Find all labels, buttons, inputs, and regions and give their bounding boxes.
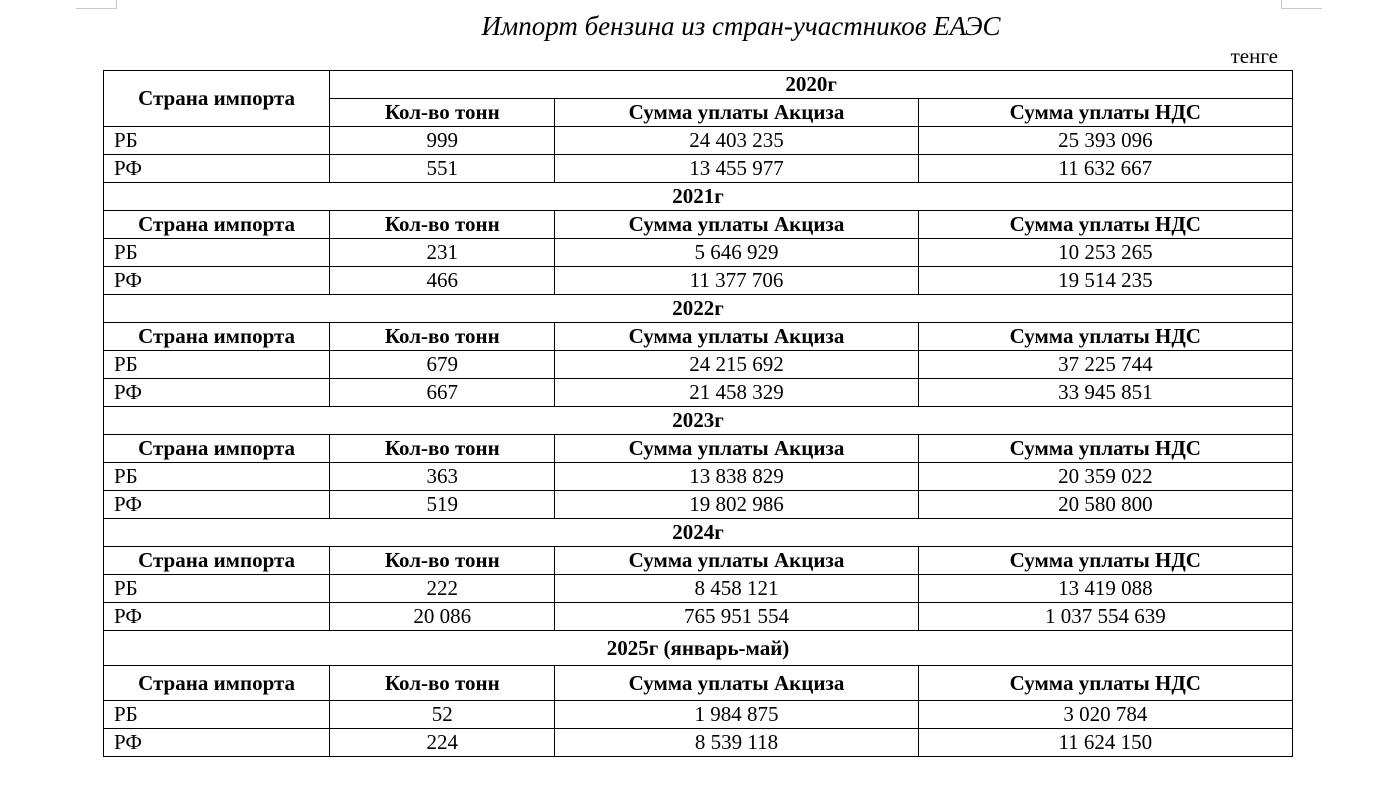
excise-cell: 8 458 121 bbox=[555, 575, 918, 603]
country-cell: РБ bbox=[104, 463, 330, 491]
header-tons-2024: Кол-во тонн bbox=[330, 547, 555, 575]
header-country-2020: Страна импорта bbox=[104, 71, 330, 127]
petrol-import-table bbox=[103, 70, 1293, 757]
country-cell: РБ bbox=[104, 239, 330, 267]
header-vat-2025: Сумма уплаты НДС bbox=[918, 666, 1292, 701]
country-cell: РФ bbox=[104, 379, 330, 407]
country-cell: РФ bbox=[104, 603, 330, 631]
header-country-2021: Страна импорта bbox=[104, 211, 330, 239]
vat-cell: 1 037 554 639 bbox=[918, 603, 1292, 631]
year-label-2023: 2023г bbox=[104, 407, 1293, 435]
table-row bbox=[104, 463, 1293, 491]
table-row bbox=[104, 491, 1293, 519]
header-vat-2022: Сумма уплаты НДС bbox=[918, 323, 1292, 351]
year-label-2025: 2025г (январь-май) bbox=[104, 631, 1293, 666]
header-vat-2021: Сумма уплаты НДС bbox=[918, 211, 1292, 239]
excise-cell: 1 984 875 bbox=[555, 701, 918, 729]
year-label-2024: 2024г bbox=[104, 519, 1293, 547]
country-cell: РФ bbox=[104, 267, 330, 295]
vat-cell: 10 253 265 bbox=[918, 239, 1292, 267]
year-label-2021: 2021г bbox=[104, 183, 1293, 211]
year-row-2023 bbox=[104, 407, 1293, 435]
table-row bbox=[104, 351, 1293, 379]
header-tons-2023: Кол-во тонн bbox=[330, 435, 555, 463]
excise-cell: 11 377 706 bbox=[555, 267, 918, 295]
excise-cell: 765 951 554 bbox=[555, 603, 918, 631]
header-vat-2023: Сумма уплаты НДС bbox=[918, 435, 1292, 463]
tons-cell: 20 086 bbox=[330, 603, 555, 631]
country-cell: РБ bbox=[104, 351, 330, 379]
year-row-2022 bbox=[104, 295, 1293, 323]
table-row bbox=[104, 239, 1293, 267]
vat-cell: 11 624 150 bbox=[918, 729, 1292, 757]
document-title: Импорт бензина из стран-участников ЕАЭС bbox=[481, 11, 1001, 41]
year-row-2021 bbox=[104, 183, 1293, 211]
tons-cell: 466 bbox=[330, 267, 555, 295]
vat-cell: 33 945 851 bbox=[918, 379, 1292, 407]
excise-cell: 13 455 977 bbox=[555, 155, 918, 183]
tons-cell: 519 bbox=[330, 491, 555, 519]
header-excise-2021: Сумма уплаты Акциза bbox=[555, 211, 918, 239]
tons-cell: 224 bbox=[330, 729, 555, 757]
table-row bbox=[104, 603, 1293, 631]
header-excise-2020: Сумма уплаты Акциза bbox=[555, 99, 918, 127]
tons-cell: 363 bbox=[330, 463, 555, 491]
country-cell: РФ bbox=[104, 155, 330, 183]
table-row bbox=[104, 701, 1293, 729]
header-country-2025: Страна импорта bbox=[104, 666, 330, 701]
country-cell: РБ bbox=[104, 127, 330, 155]
excise-cell: 19 802 986 bbox=[555, 491, 918, 519]
vat-cell: 19 514 235 bbox=[918, 267, 1292, 295]
table-row bbox=[104, 379, 1293, 407]
header-row-2022 bbox=[104, 323, 1293, 351]
year-label-2022: 2022г bbox=[104, 295, 1293, 323]
excise-cell: 5 646 929 bbox=[555, 239, 918, 267]
currency-unit-label: тенге bbox=[1230, 44, 1278, 68]
header-vat-2020: Сумма уплаты НДС bbox=[918, 99, 1292, 127]
year-row-2024 bbox=[104, 519, 1293, 547]
excise-cell: 24 215 692 bbox=[555, 351, 918, 379]
header-excise-2025: Сумма уплаты Акциза bbox=[555, 666, 918, 701]
year-label-2020: 2020г bbox=[330, 71, 1293, 99]
header-row-2024 bbox=[104, 547, 1293, 575]
vat-cell: 3 020 784 bbox=[918, 701, 1292, 729]
vat-cell: 13 419 088 bbox=[918, 575, 1292, 603]
tons-cell: 52 bbox=[330, 701, 555, 729]
table-row bbox=[104, 155, 1293, 183]
vat-cell: 20 580 800 bbox=[918, 491, 1292, 519]
tons-cell: 231 bbox=[330, 239, 555, 267]
year-row-2025 bbox=[104, 631, 1293, 666]
country-cell: РФ bbox=[104, 729, 330, 757]
excise-cell: 24 403 235 bbox=[555, 127, 918, 155]
header-country-2022: Страна импорта bbox=[104, 323, 330, 351]
header-vat-2024: Сумма уплаты НДС bbox=[918, 547, 1292, 575]
tons-cell: 679 bbox=[330, 351, 555, 379]
header-tons-2022: Кол-во тонн bbox=[330, 323, 555, 351]
vat-cell: 25 393 096 bbox=[918, 127, 1292, 155]
excise-cell: 13 838 829 bbox=[555, 463, 918, 491]
header-tons-2025: Кол-во тонн bbox=[330, 666, 555, 701]
vat-cell: 20 359 022 bbox=[918, 463, 1292, 491]
table-row bbox=[104, 127, 1293, 155]
country-cell: РБ bbox=[104, 701, 330, 729]
table-row bbox=[104, 729, 1293, 757]
header-tons-2021: Кол-во тонн bbox=[330, 211, 555, 239]
header-row-2025 bbox=[104, 666, 1293, 701]
header-country-2024: Страна импорта bbox=[104, 547, 330, 575]
vat-cell: 11 632 667 bbox=[918, 155, 1292, 183]
header-tons-2020: Кол-во тонн bbox=[330, 99, 555, 127]
vat-cell: 37 225 744 bbox=[918, 351, 1292, 379]
header-excise-2022: Сумма уплаты Акциза bbox=[555, 323, 918, 351]
page-margin-mark-right bbox=[1281, 0, 1322, 9]
country-cell: РФ bbox=[104, 491, 330, 519]
country-cell: РБ bbox=[104, 575, 330, 603]
page-margin-mark-left bbox=[76, 0, 117, 9]
header-row-2021 bbox=[104, 211, 1293, 239]
tons-cell: 999 bbox=[330, 127, 555, 155]
header-country-2023: Страна импорта bbox=[104, 435, 330, 463]
header-row-2023 bbox=[104, 435, 1293, 463]
tons-cell: 667 bbox=[330, 379, 555, 407]
table-row bbox=[104, 267, 1293, 295]
table-row bbox=[104, 575, 1293, 603]
excise-cell: 8 539 118 bbox=[555, 729, 918, 757]
excise-cell: 21 458 329 bbox=[555, 379, 918, 407]
header-excise-2024: Сумма уплаты Акциза bbox=[555, 547, 918, 575]
tons-cell: 551 bbox=[330, 155, 555, 183]
header-excise-2023: Сумма уплаты Акциза bbox=[555, 435, 918, 463]
year-row-2020 bbox=[104, 71, 1293, 99]
tons-cell: 222 bbox=[330, 575, 555, 603]
